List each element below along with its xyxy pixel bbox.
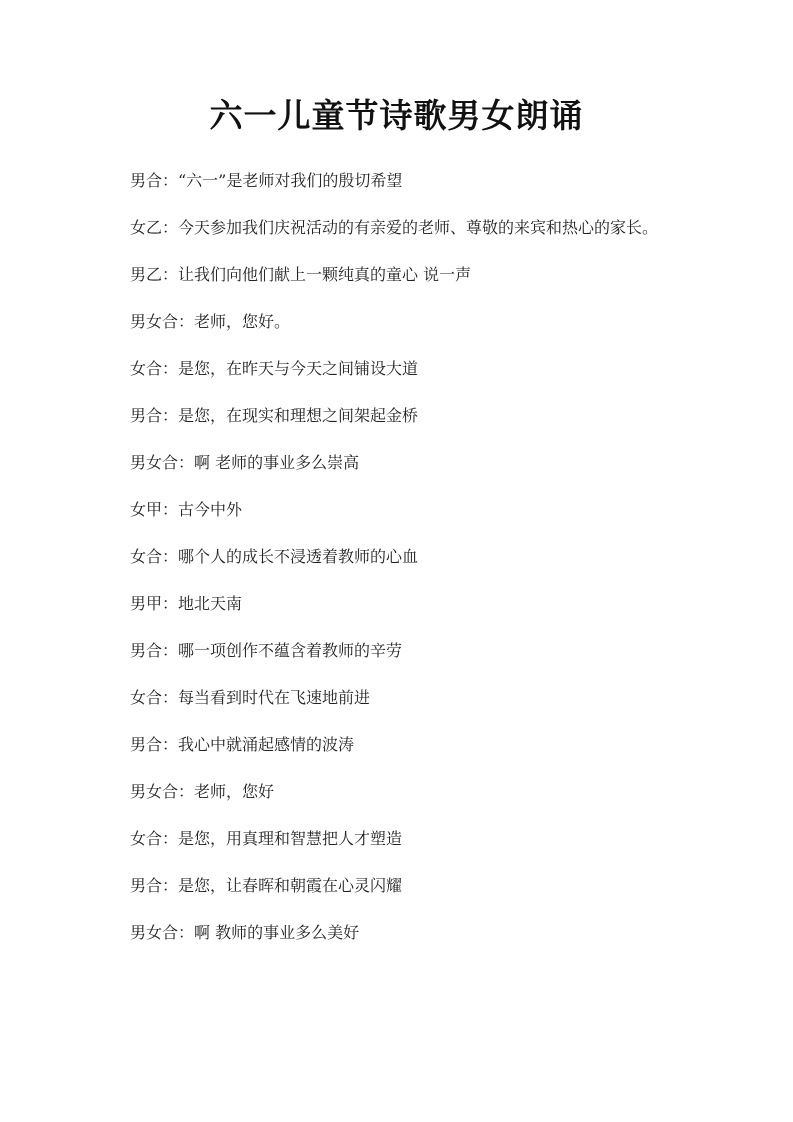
poem-line: 男女合：啊 老师的事业多么崇高 xyxy=(130,453,360,472)
poem-line: 男合：“六一”是老师对我们的殷切希望 xyxy=(130,171,403,190)
poem-line: 男乙：让我们向他们献上一颗纯真的童心 说一声 xyxy=(130,265,472,284)
poem-body xyxy=(112,168,684,967)
document-title: 六一儿童节诗歌男女朗诵 xyxy=(209,96,584,135)
poem-line: 男合：是您，在现实和理想之间架起金桥 xyxy=(130,406,419,425)
poem-line: 男合：我心中就涌起感情的波涛 xyxy=(130,735,355,754)
poem-line: 女合：是您，在昨天与今天之间铺设大道 xyxy=(130,359,419,378)
poem-line: 男女合：老师，您好。 xyxy=(130,312,291,331)
poem-line: 男女合：老师，您好 xyxy=(130,782,275,801)
poem-line: 女甲：古今中外 xyxy=(130,500,243,519)
poem-line: 男女合：啊 教师的事业多么美好 xyxy=(130,923,360,942)
poem-line: 男合：哪一项创作不蕴含着教师的辛劳 xyxy=(130,641,403,660)
poem-line: 女合：是您，用真理和智慧把人才塑造 xyxy=(130,829,403,848)
poem-line: 女合：哪个人的成长不浸透着教师的心血 xyxy=(130,547,419,566)
poem-line: 男甲：地北天南 xyxy=(130,594,243,613)
poem-line: 男合：是您，让春晖和朝霞在心灵闪耀 xyxy=(130,876,403,895)
poem-line: 女乙：今天参加我们庆祝活动的有亲爱的老师、尊敬的来宾和热心的家长。 xyxy=(130,218,659,237)
poem-line: 女合：每当看到时代在飞速地前进 xyxy=(130,688,371,707)
